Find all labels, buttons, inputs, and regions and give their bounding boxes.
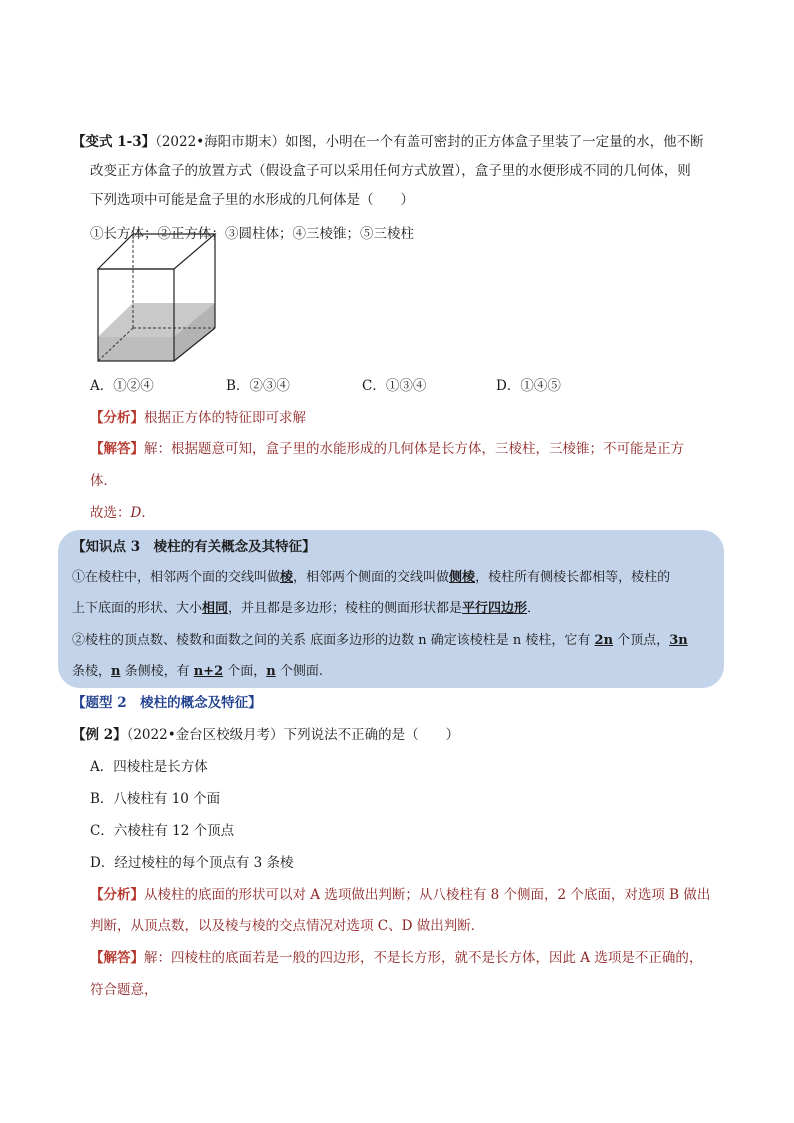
water-front [98, 337, 174, 361]
p2-term-n2: n [266, 664, 276, 679]
variant-source: （2022•海阳市期末） [155, 134, 286, 150]
answer-text: 解：根据题意可知，盒子里的水能形成的几何体是长方体，三棱柱，三棱锥；不可能是正方 [144, 441, 684, 457]
variant-question-line3: 下列选项中可能是盒子里的水形成的几何体是（ ） [90, 192, 414, 208]
p1-term-edge: 棱 [280, 570, 294, 585]
p1-text-b: ，相邻两个侧面的交线叫做 [293, 570, 450, 585]
p2-text-b: 个顶点， [613, 633, 670, 648]
p2-term-n1: n [111, 664, 121, 679]
analysis-tag: 【分析】 [90, 410, 144, 426]
example-option-b: B．八棱柱有 10 个面 [90, 791, 221, 807]
variant-tag: 【变式 1-3】 [72, 134, 156, 150]
example-answer-tag: 【解答】 [90, 950, 144, 966]
variant-choice [90, 503, 155, 523]
example-answer [90, 948, 702, 968]
variant-option-c: C．①③④ [362, 378, 427, 394]
example-option-a: A．四棱柱是长方体 [90, 759, 208, 775]
p1-term-side-edge: 侧棱 [449, 570, 476, 585]
example-text: （2022•金台区校级月考）下列说法不正确的是（ ） [126, 727, 460, 743]
cube-figure [96, 232, 218, 364]
p2-term-vertices: 2n [594, 633, 614, 648]
p1-term-same: 相同 [202, 601, 229, 616]
example-analysis-tag: 【分析】 [90, 887, 144, 903]
knowledge-p2-line2 [72, 662, 323, 682]
p2-text-a: ②棱柱的顶点数、棱数和面数之间的关系 底面多边形的边数 n 确定该棱柱是 n 棱柱，它有 [72, 633, 595, 648]
knowledge-title: 【知识点 3 棱柱的有关概念及其特征】 [72, 539, 316, 555]
choice-letter: D [130, 505, 142, 521]
p2-line2-c: 个面， [223, 664, 267, 679]
answer-tag: 【解答】 [90, 441, 144, 457]
example-option-c: C．六棱柱有 12 个顶点 [90, 823, 235, 839]
variant-answer [90, 439, 684, 459]
example-answer-line2: 符合题意， [90, 982, 158, 998]
p1-text-a: ①在棱柱中，相邻两个面的交线叫做 [72, 570, 281, 585]
choice-label: 故选： [90, 505, 131, 521]
example-analysis [90, 885, 710, 905]
example-tag: 【例 2】 [72, 727, 127, 743]
example-answer-text: 解：四棱柱的底面若是一般的四边形，不是长方形，就不是长方体，因此 A 选项是不正确的， [144, 950, 703, 966]
variant-question-line2: 改变正方体盒子的放置方式（假设盒子可以采用任何方式放置），盒子里的水便形成不同的几何体，则 [90, 163, 691, 179]
example-analysis-text: 从棱柱的底面的形状可以对 A 选项做出判断；从八棱柱有 8 个侧面，2 个底面，对选项 B 做出 [144, 887, 711, 903]
variant-option-b: B．②③④ [226, 378, 290, 394]
variant-option-d: D．①④⑤ [496, 378, 561, 394]
choice-end: ． [141, 505, 155, 521]
p2-line2-a: 条棱， [72, 664, 112, 679]
knowledge-p1-line2 [72, 599, 540, 619]
p1-term-parallelogram: 平行四边形 [462, 601, 528, 616]
variant-shape-list: ①长方体；②正方体；③圆柱体；④三棱锥；⑤三棱柱 [90, 226, 414, 242]
variant-answer-line2: 体． [90, 473, 117, 489]
p1-text-c: ，棱柱所有侧棱长都相等，棱柱的 [475, 570, 671, 585]
p1-line2-b: ，并且都是多边形；棱柱的侧面形状都是 [228, 601, 463, 616]
knowledge-p1-line1 [72, 568, 670, 588]
example-analysis-line2: 判断，从顶点数，以及棱与棱的交点情况对选项 C、D 做出判断． [90, 918, 485, 934]
variant-line1-text: 如图，小明在一个有盖可密封的正方体盒子里装了一定量的水，他不断 [285, 134, 704, 150]
analysis-text: 根据正方体的特征即可求解 [144, 410, 306, 426]
variant-question-line1 [72, 132, 704, 152]
p2-term-faces: n+2 [193, 664, 224, 679]
example-option-d: D．经过棱柱的每个顶点有 3 条棱 [90, 855, 294, 871]
topic-title: 【题型 2 棱柱的概念及特征】 [72, 695, 262, 711]
variant-analysis [90, 408, 306, 428]
p1-line2-a: 上下底面的形状、大小 [72, 601, 203, 616]
p2-line2-d: 个侧面. [275, 664, 323, 679]
p2-line2-b: 条侧棱，有 [120, 664, 194, 679]
example-question [72, 725, 459, 745]
variant-option-a: A．①②④ [90, 378, 154, 394]
p2-term-edges: 3n [669, 633, 688, 648]
p1-line2-c: ． [527, 601, 541, 616]
knowledge-p2-line1 [72, 631, 688, 651]
